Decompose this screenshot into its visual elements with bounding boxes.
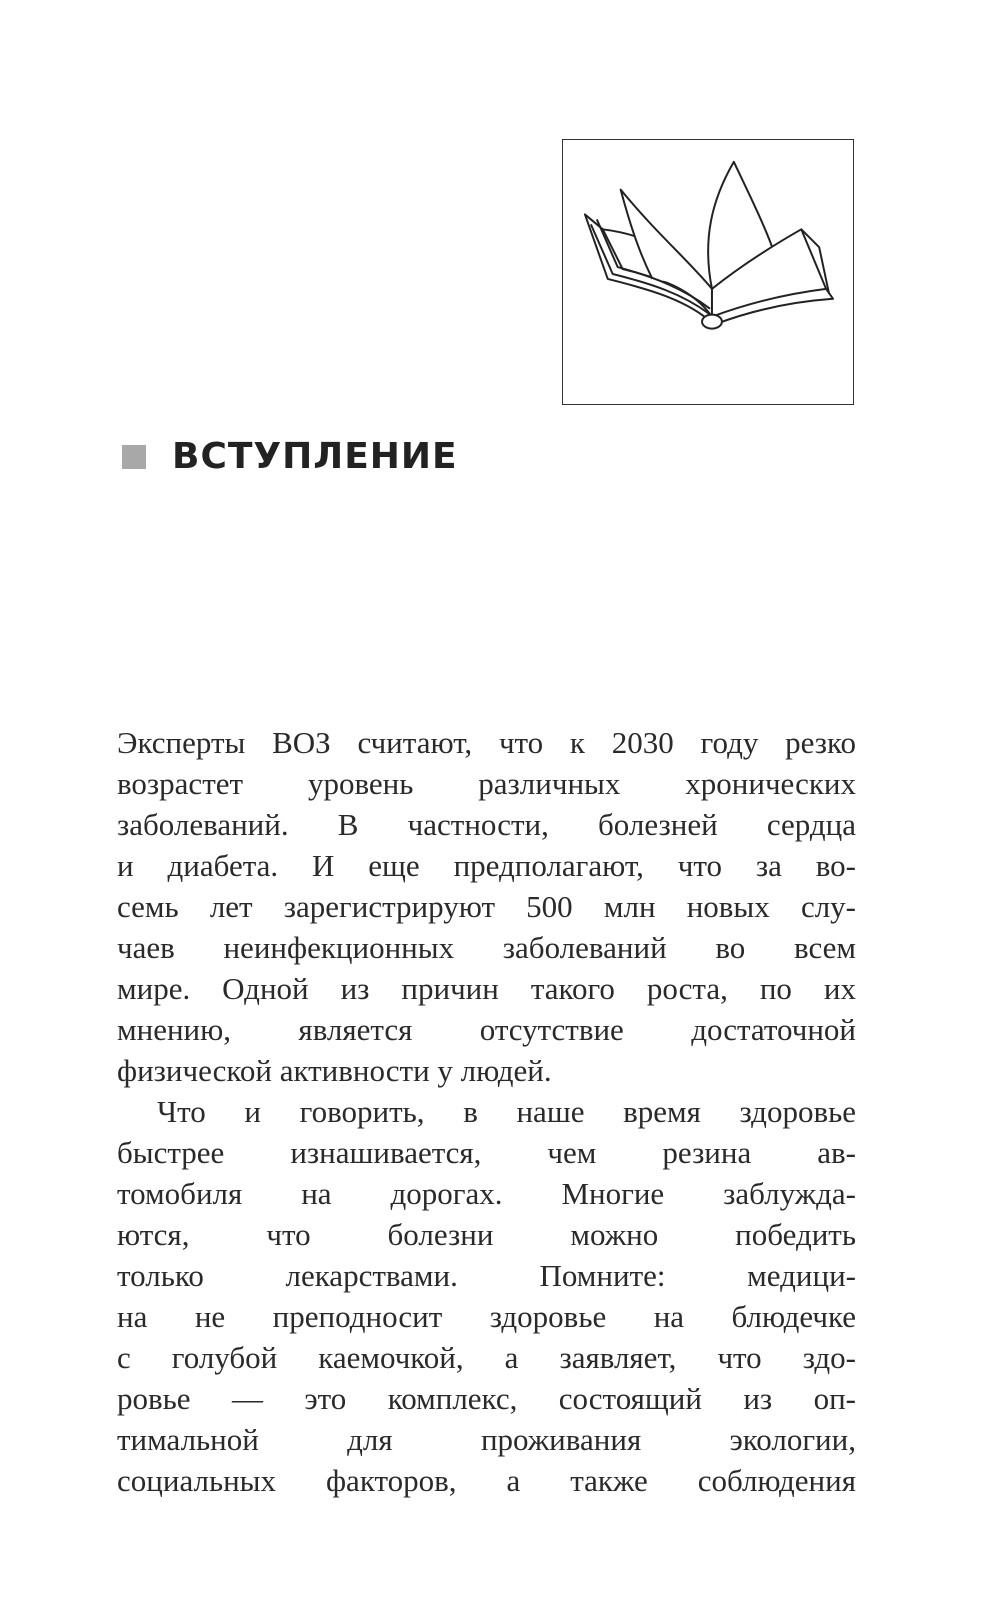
paragraph-1 bbox=[117, 722, 856, 1091]
text-line: на не преподносит здоровье на блюдечке bbox=[117, 1299, 856, 1334]
text-line: ровье — это комплекс, состоящий из оп- bbox=[117, 1381, 856, 1416]
text-line: Эксперты ВОЗ считают, что к 2030 году резко bbox=[117, 725, 856, 760]
text-line: томобиля на дорогах. Многие заблужда- bbox=[117, 1176, 856, 1211]
text-line: физической активности у людей. bbox=[117, 1053, 552, 1088]
text-line: тимальной для проживания экологии, bbox=[117, 1422, 856, 1457]
text-line: ются, что болезни можно победить bbox=[117, 1217, 856, 1252]
text-line: семь лет зарегистрируют 500 млн новых слу- bbox=[117, 889, 856, 924]
text-line: Что и говорить, в наше время здоровье bbox=[157, 1094, 856, 1129]
text-line: заболеваний. В частности, болезней сердца bbox=[117, 807, 856, 842]
text-line: только лекарствами. Помните: медици- bbox=[117, 1258, 856, 1293]
section-title: ВСТУПЛЕНИЕ bbox=[172, 436, 458, 477]
text-line: чаев неинфекционных заболеваний во всем bbox=[117, 930, 856, 965]
text-line: социальных факторов, а также соблюдения bbox=[117, 1463, 856, 1498]
text-line: возрастет уровень различных хронических bbox=[117, 766, 856, 801]
body-text bbox=[117, 722, 856, 1501]
text-line: быстрее изнашивается, чем резина ав- bbox=[117, 1135, 856, 1170]
book-illustration bbox=[562, 139, 854, 405]
section-marker bbox=[122, 445, 146, 469]
section-heading bbox=[122, 436, 458, 477]
text-line: с голубой каемочкой, а заявляет, что здо- bbox=[117, 1340, 856, 1375]
open-book-icon bbox=[563, 140, 853, 404]
text-line: и диабета. И еще предполагают, что за во- bbox=[117, 848, 856, 883]
paragraph-2 bbox=[117, 1091, 856, 1501]
text-line: мире. Одной из причин такого роста, по их bbox=[117, 971, 856, 1006]
text-line: мнению, является отсутствие достаточной bbox=[117, 1012, 856, 1047]
